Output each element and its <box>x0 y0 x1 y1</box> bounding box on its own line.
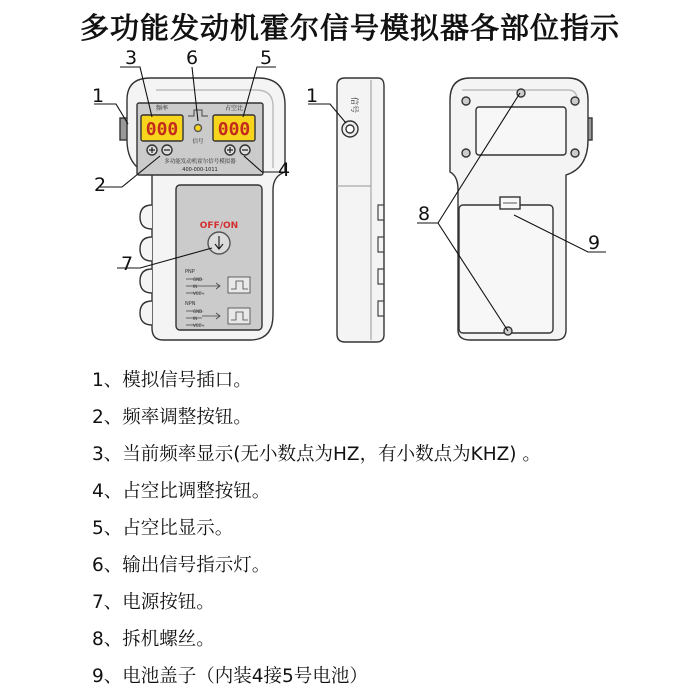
legend-item <box>92 584 541 621</box>
legend-number: 8、 <box>92 629 123 650</box>
legend-text: 占空比显示。 <box>122 518 234 539</box>
legend-text: 电源按钮。 <box>122 592 215 613</box>
legend-number: 6、 <box>92 555 123 576</box>
side-view <box>337 78 384 342</box>
legend-text: 输出信号指示灯。 <box>122 555 271 576</box>
legend-text: 当前频率显示(无小数点为HZ，有小数点为KHZ) 。 <box>122 444 541 465</box>
signal-label: 信号 <box>192 139 204 145</box>
legend-number: 2、 <box>92 407 123 428</box>
side-body <box>337 78 384 342</box>
legend-text: 模拟信号插口。 <box>122 370 252 391</box>
legend-number: 7、 <box>92 592 123 613</box>
pin-in-1: IN <box>193 284 198 289</box>
side-signal-label: 信号 <box>350 97 359 113</box>
legend-item <box>92 510 541 547</box>
pnp-label: PNP <box>185 269 195 275</box>
back-view <box>450 78 592 340</box>
legend-item <box>92 399 541 436</box>
freq-value: 000 <box>145 119 179 140</box>
callout-7: 7 <box>121 253 134 275</box>
callout-6: 6 <box>186 47 199 69</box>
callout-4: 4 <box>278 159 291 181</box>
legend-text: 占空比调整按钮。 <box>122 481 271 502</box>
back-label-area <box>476 107 566 155</box>
pin-vcc-1: VCC+ <box>193 291 205 296</box>
pin-in-2: IN <box>193 316 198 321</box>
front-view <box>120 78 285 340</box>
pin-gnd-2: GND- <box>193 309 204 314</box>
callout-8: 8 <box>418 203 431 225</box>
callout-1-front: 1 <box>92 85 105 107</box>
pin-vcc-2: VCC+ <box>193 323 205 328</box>
legend-item <box>92 436 541 473</box>
power-label: OFF/ON <box>199 221 239 231</box>
legend-item <box>92 473 541 510</box>
diagram-title: 多功能发动机霍尔信号模拟器各部位指示 <box>79 11 620 45</box>
callout-9: 9 <box>588 232 601 254</box>
legend-item <box>92 547 541 584</box>
freq-label: 频率 <box>155 105 169 112</box>
legend-list <box>92 362 541 695</box>
legend-text: 拆机螺丝。 <box>122 629 215 650</box>
callout-5: 5 <box>260 47 273 69</box>
legend-number: 5、 <box>92 518 123 539</box>
callout-1-side: 1 <box>306 85 319 107</box>
legend-item <box>92 658 541 695</box>
legend-item <box>92 362 541 399</box>
pin-gnd-1: GND- <box>193 277 204 282</box>
legend-number: 3、 <box>92 444 123 465</box>
legend-number: 9、 <box>92 666 123 687</box>
legend-item <box>92 621 541 658</box>
model-text: 多功能发动机霍尔信号模拟器 <box>164 159 236 165</box>
callout-2: 2 <box>94 174 107 196</box>
duty-label: 占空比 <box>224 105 244 112</box>
legend-text: 电池盖子（内装4接5号电池） <box>122 666 368 687</box>
duty-value: 000 <box>217 119 251 140</box>
legend-number: 4、 <box>92 481 123 502</box>
signal-led <box>195 125 202 132</box>
legend-text: 频率调整按钮。 <box>122 407 252 428</box>
legend-number: 1、 <box>92 370 123 391</box>
model-code: 400-000-1011 <box>182 167 218 173</box>
battery-cover <box>459 205 553 333</box>
callout-3: 3 <box>125 47 138 69</box>
npn-label: NPN <box>185 301 196 307</box>
